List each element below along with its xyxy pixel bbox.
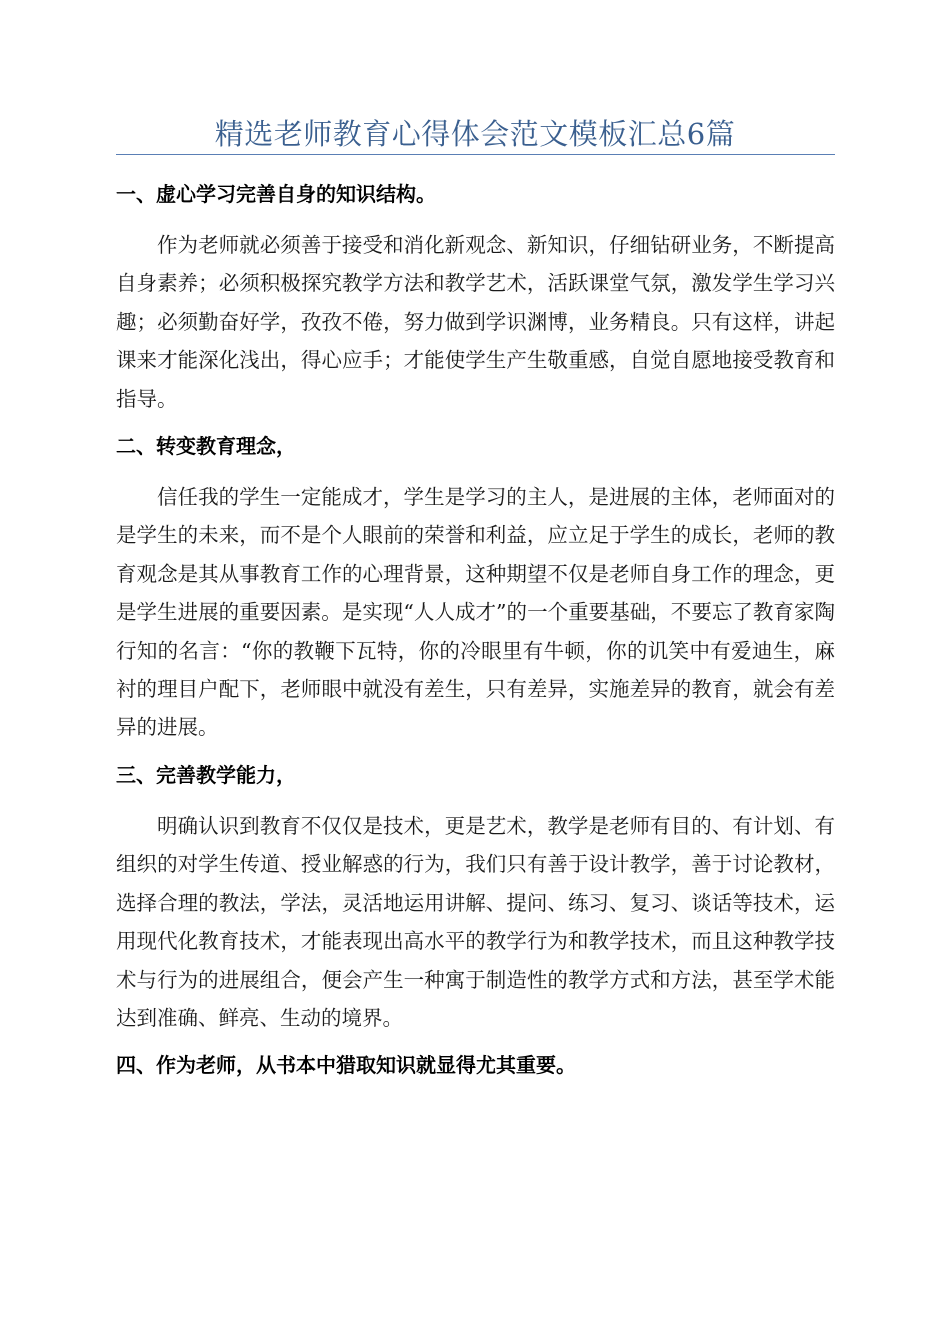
title-underline bbox=[116, 154, 835, 155]
section-heading: 二、转变教育理念， bbox=[116, 434, 296, 459]
section-heading: 四、作为老师，从书本中猎取知识就显得尤其重要。 bbox=[116, 1053, 576, 1078]
section-2 bbox=[116, 431, 835, 747]
document-title: 精选老师教育心得体会范文模板汇总6篇 bbox=[214, 117, 736, 151]
section-paragraph: 信任我的学生一定能成才，学生是学习的主人，是进展的主体，老师面对的是学生的未来，而不是个人眼前的荣誉和利益，应立足于学生的成长，老师的教育观念是其从事教育工作的心理背景，这种期望不仅是老师自身工作的理念，更是学生进展的重要因素。是实现“人人成才”的一个重要基础，不要忘了教育家陶行知的名言：“你的教鞭下瓦特，你的冷眼里有牛顿，你的讥笑中有爱迪生，麻衬的理目户配下，老师眼中就没有差生，只有差异，实施差异的教育，就会有差异的进展。 bbox=[116, 485, 835, 740]
section-1 bbox=[116, 179, 835, 418]
section-paragraph: 作为老师就必须善于接受和消化新观念、新知识，仔细钻研业务，不断提高自身素养；必须积极探究教学方法和教学艺术，活跃课堂气氛，激发学生学习兴趣；必须勤奋好学，孜孜不倦，努力做到学识渊博，业务精良。只有这样，讲起课来才能深化浅出，得心应手；才能使学生产生敬重感，自觉自愿地接受教育和指导。 bbox=[116, 233, 835, 411]
section-heading: 三、完善教学能力， bbox=[116, 762, 296, 787]
section-4 bbox=[116, 1050, 835, 1080]
section-paragraph: 明确认识到教育不仅仅是技术，更是艺术，教学是老师有目的、有计划、有组织的对学生传道、授业解惑的行为，我们只有善于设计教学，善于讨论教材，选择合理的教法，学法，灵活地运用讲解、提问、练习、复习、谈话等技术，运用现代化教育技术，才能表现出高水平的教学行为和教学技术，而且这种教学技术与行为的进展组合，便会产生一种寓于制造性的教学方式和方法，甚至学术能达到准确、鲜亮、生动的境界。 bbox=[116, 813, 835, 1030]
section-3 bbox=[116, 760, 835, 1037]
section-heading: 一、虚心学习完善自身的知识结构。 bbox=[116, 182, 436, 206]
document-body bbox=[116, 170, 835, 1080]
